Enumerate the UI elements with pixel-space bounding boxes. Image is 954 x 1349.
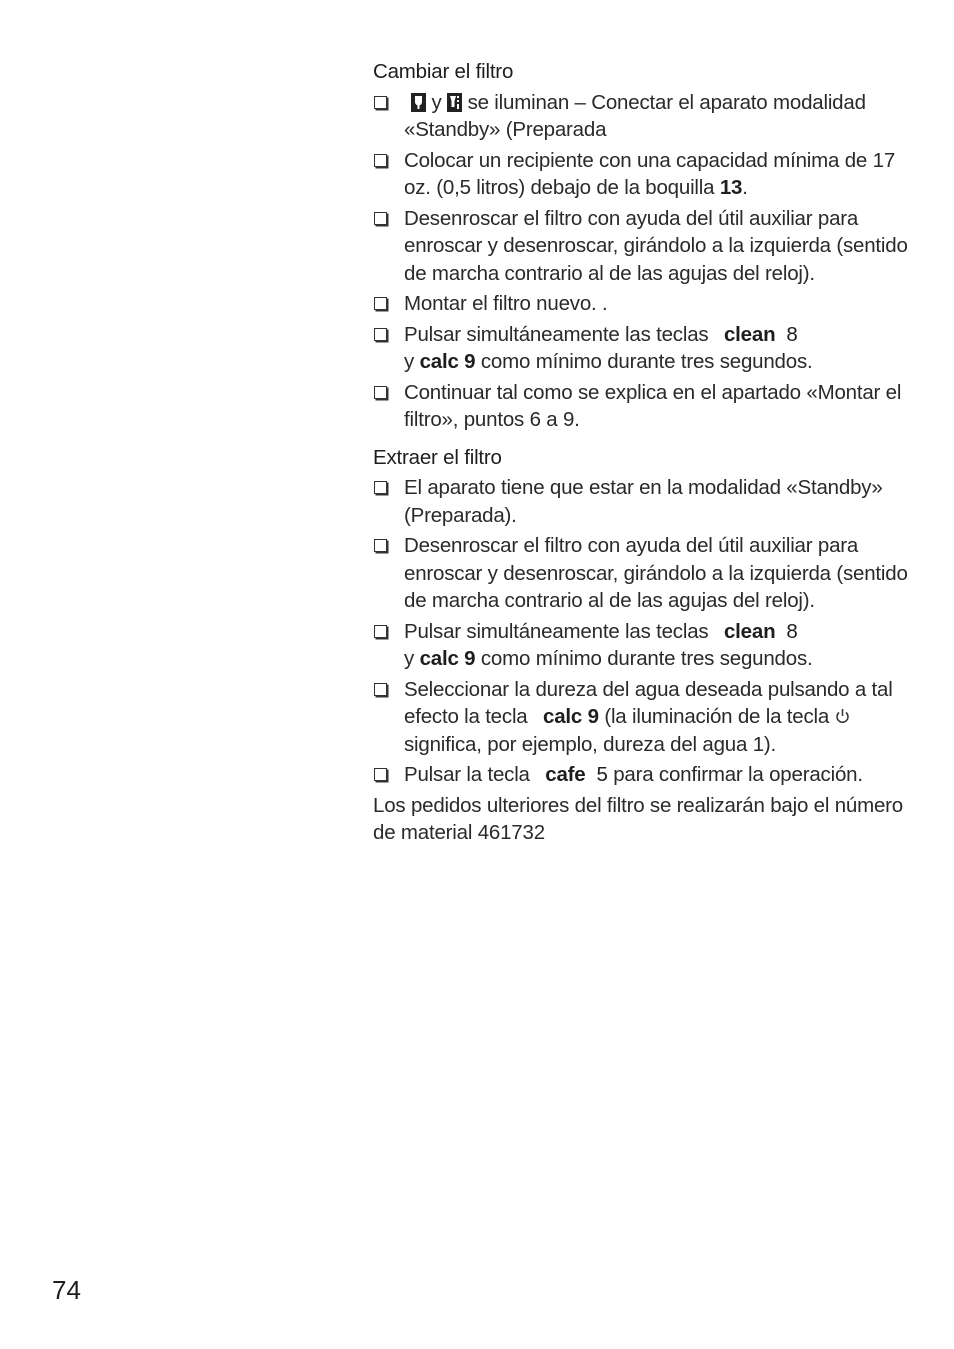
list-item <box>373 147 913 202</box>
checkbox-bullet-icon <box>374 386 387 399</box>
item-text-end: . <box>742 176 748 199</box>
key-calc: calc <box>543 705 583 728</box>
key-calc: calc <box>419 647 459 670</box>
checkbox-bullet-icon <box>374 539 387 552</box>
item-text: Pulsar simultáneamente las teclas <box>404 322 709 346</box>
checkbox-bullet-icon <box>374 683 387 696</box>
item-text: se iluminan – Conectar el aparato modalidad «Standby» (Preparada <box>404 90 866 141</box>
list-item <box>373 676 913 759</box>
item-text: para confirmar la operación. <box>613 763 863 786</box>
section-heading-change-filter: Cambiar el filtro <box>373 60 514 83</box>
key-number: 9 <box>464 647 476 670</box>
key-number: 5 <box>596 763 608 786</box>
remove-filter-steps <box>373 474 913 789</box>
key-number: 8 <box>786 322 798 346</box>
power-icon <box>835 708 850 725</box>
checkbox-bullet-icon <box>374 297 387 310</box>
instructions-content <box>373 58 913 847</box>
item-text: Pulsar simultáneamente las teclas <box>404 619 709 643</box>
item-text: como mínimo durante tres segundos. <box>480 350 813 373</box>
part-reference: 13 <box>719 176 743 199</box>
item-text: Seleccionar la dureza del agua deseada pulsando a tal efecto la tecla <box>404 677 893 728</box>
list-item <box>373 290 913 318</box>
coffee-cup-icon <box>411 93 426 112</box>
checkbox-bullet-icon <box>374 625 387 638</box>
list-item <box>373 379 913 434</box>
item-text: Pulsar la tecla <box>404 763 530 786</box>
change-filter-steps <box>373 89 913 434</box>
item-text: Montar el filtro nuevo. . <box>404 292 608 315</box>
list-item <box>373 89 913 144</box>
list-item <box>373 205 913 288</box>
list-item <box>373 474 913 529</box>
section-heading-remove-filter: Extraer el filtro <box>373 445 502 469</box>
checkbox-bullet-icon <box>374 328 387 341</box>
checkbox-bullet-icon <box>374 154 387 167</box>
list-item <box>373 321 913 376</box>
conjunction: y <box>404 350 415 373</box>
item-text: significa, por ejemplo, dureza del agua 1). <box>404 732 777 756</box>
key-clean: clean <box>723 322 776 346</box>
item-text: como mínimo durante tres segundos. <box>480 647 813 670</box>
item-text: Desenroscar el filtro con ayuda del útil auxiliar para enroscar y desenroscar, girándolo a la izquierda (sentido de marcha contrario al de las agujas del reloj). <box>404 206 908 285</box>
key-number: 9 <box>464 350 476 373</box>
list-item <box>373 618 913 673</box>
list-item <box>373 761 913 789</box>
conjunction: y <box>404 647 415 670</box>
item-text: El aparato tiene que estar en la modalidad «Standby» (Preparada). <box>404 476 883 527</box>
key-calc: calc <box>419 350 459 373</box>
item-text: Desenroscar el filtro con ayuda del útil auxiliar para enroscar y desenroscar, girándolo a la izquierda (sentido de marcha contrario al de las agujas del reloj). <box>404 534 908 612</box>
checkbox-bullet-icon <box>374 481 387 494</box>
conjunction: y <box>431 90 442 114</box>
checkbox-bullet-icon <box>374 212 387 225</box>
key-number: 8 <box>786 619 798 643</box>
page-number: 74 <box>52 1275 81 1305</box>
list-item <box>373 532 913 615</box>
key-cafe: cafe <box>545 763 586 786</box>
item-text: Colocar un recipiente con una capacidad mínima de 17 oz. (0,5 litros) debajo de la boquilla <box>404 148 896 199</box>
item-text: (la iluminación de la tecla <box>604 705 830 728</box>
filter-icon <box>447 93 462 112</box>
checkbox-bullet-icon <box>374 768 387 781</box>
reorder-note: Los pedidos ulteriores del filtro se realizarán bajo el número de material 461732 <box>373 793 904 844</box>
checkbox-bullet-icon <box>374 96 387 109</box>
key-number: 9 <box>587 705 599 728</box>
key-clean: clean <box>723 619 776 643</box>
item-text: Continuar tal como se explica en el apartado «Montar el filtro», puntos 6 a 9. <box>404 380 902 431</box>
